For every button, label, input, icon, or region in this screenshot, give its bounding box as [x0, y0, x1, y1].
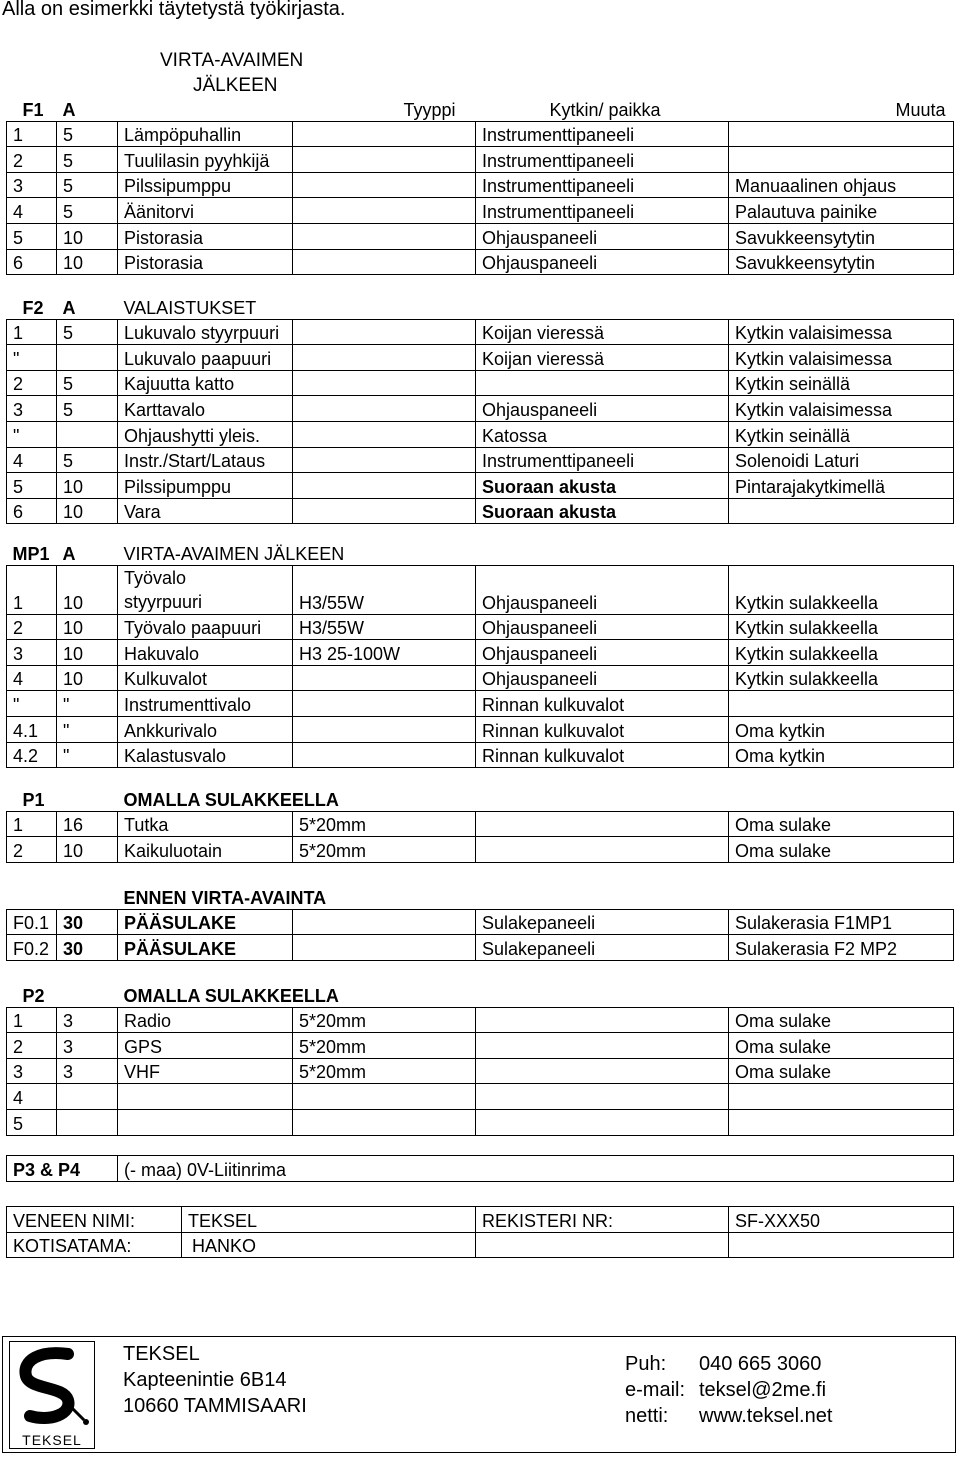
f2-cell: 10	[57, 498, 118, 524]
company-name: TEKSEL	[123, 1343, 200, 1365]
p1-table	[6, 786, 954, 863]
mp1-cell: Oma kytkin	[729, 716, 954, 742]
f2-cell	[293, 421, 476, 447]
f0-cell: Sulakepaneeli	[476, 935, 729, 961]
company-street: Kapteenintie 6B14	[123, 1369, 287, 1391]
f1-cell: 5	[57, 147, 118, 173]
p2-cell: VHF	[118, 1058, 293, 1084]
email-link[interactable]: teksel@2me.fi	[699, 1379, 827, 1401]
f1-cell: Instrumenttipaneeli	[476, 147, 729, 173]
p2-cell	[476, 1058, 729, 1084]
f2-cell: "	[7, 345, 57, 371]
p2-cell	[729, 1109, 954, 1135]
p3-text: (- maa) 0V-Liitinrima	[118, 1156, 954, 1182]
mp1-cell: 2	[7, 614, 57, 640]
f1-header-blank	[118, 96, 293, 121]
f1-cell	[293, 223, 476, 249]
p2-body	[7, 1007, 954, 1135]
f2-cell: Instr./Start/Lataus	[118, 447, 293, 473]
f1-cell: Instrumenttipaneeli	[476, 121, 729, 147]
f1-cell: Ohjauspaneeli	[476, 249, 729, 275]
p2-cell: GPS	[118, 1033, 293, 1059]
p2-cell: 1	[7, 1007, 57, 1033]
f1-cell: 3	[7, 172, 57, 198]
p2-cell: 5	[7, 1109, 57, 1135]
f1-cell: 5	[57, 121, 118, 147]
f2-body	[7, 319, 954, 524]
f2-cell	[57, 345, 118, 371]
mp1-row	[7, 614, 954, 640]
f1-cell	[293, 198, 476, 224]
f1-cell: Savukkeensytytin	[729, 223, 954, 249]
p2-cell	[57, 1084, 118, 1110]
f1-cell	[293, 121, 476, 147]
p1-header-blank	[57, 786, 118, 811]
f2-cell: Pintarajakytkimellä	[729, 473, 954, 499]
p1-row	[7, 837, 954, 863]
web-label: netti:	[625, 1405, 669, 1427]
section-title-line1: VIRTA-AVAIMEN	[160, 50, 304, 71]
f0-cell: F0.1	[7, 909, 57, 935]
mp1-cell: "	[57, 691, 118, 717]
mp1-cell: H3/55W	[293, 565, 476, 614]
f0-header-row	[7, 884, 954, 909]
f0-cell: 30	[57, 909, 118, 935]
f1-row	[7, 249, 954, 275]
f1-cell: Pistorasia	[118, 249, 293, 275]
mp1-cell: 10	[57, 640, 118, 666]
f1-cell: Savukkeensytytin	[729, 249, 954, 275]
home-port-label: KOTISATAMA:	[7, 1232, 182, 1258]
mp1-cell: Ohjauspaneeli	[476, 640, 729, 666]
vessel-empty-cell-a	[476, 1232, 729, 1258]
mp1-cell: Instrumenttivalo	[118, 691, 293, 717]
mp1-cell: 4.2	[7, 742, 57, 768]
f1-cell	[729, 147, 954, 173]
f2-cell: Karttavalo	[118, 396, 293, 422]
mp1-row	[7, 565, 954, 614]
mp1-cell: 10	[57, 665, 118, 691]
mp1-body	[7, 565, 954, 768]
f1-cell: 1	[7, 121, 57, 147]
mp1-cell: Kytkin sulakkeella	[729, 614, 954, 640]
f1-cell: Palautuva painike	[729, 198, 954, 224]
f2-row	[7, 370, 954, 396]
f2-cell: Katossa	[476, 421, 729, 447]
f1-cell: Äänitorvi	[118, 198, 293, 224]
p2-cell	[476, 1109, 729, 1135]
mp1-cell	[729, 691, 954, 717]
mp1-cell: 4.1	[7, 716, 57, 742]
p2-cell: Radio	[118, 1007, 293, 1033]
f2-cell: Suoraan akusta	[476, 473, 729, 499]
p2-row	[7, 1033, 954, 1059]
mp1-cell: Kytkin sulakkeella	[729, 640, 954, 666]
f2-cell: 4	[7, 447, 57, 473]
f0-cell: 30	[57, 935, 118, 961]
f1-switch-header: Kytkin/ paikka	[549, 99, 661, 120]
mp1-section-title: VIRTA-AVAIMEN JÄLKEEN	[123, 543, 345, 564]
f2-cell: Kajuutta katto	[118, 370, 293, 396]
mp1-cell: Rinnan kulkuvalot	[476, 742, 729, 768]
f2-row	[7, 319, 954, 345]
f0-body	[7, 909, 954, 960]
logo-graphic-icon	[10, 1342, 94, 1430]
vessel-name-label: VENEEN NIMI:	[7, 1207, 182, 1233]
f2-row	[7, 396, 954, 422]
f2-cell	[293, 319, 476, 345]
f0-cell: Sulakerasia F1MP1	[729, 909, 954, 935]
f0-header-blank-a	[7, 884, 57, 909]
f2-cell	[293, 396, 476, 422]
web-link[interactable]: www.teksel.net	[699, 1405, 833, 1427]
p2-header-row	[7, 982, 954, 1007]
p2-cell	[476, 1033, 729, 1059]
f2-cell	[293, 370, 476, 396]
f2-cell: 5	[57, 447, 118, 473]
f1-type-header: Tyyppi	[403, 99, 456, 120]
f1-cell: 2	[7, 147, 57, 173]
p2-row	[7, 1007, 954, 1033]
section-title-line2: JÄLKEEN	[193, 75, 278, 96]
f2-table	[6, 294, 954, 524]
p1-cell	[476, 837, 729, 863]
f2-cell: Koijan vieressä	[476, 345, 729, 371]
f0-cell: F0.2	[7, 935, 57, 961]
f2-fuse-label: F2	[22, 297, 44, 318]
mp1-row	[7, 691, 954, 717]
company-address	[123, 1341, 307, 1419]
mp1-worklight-label-line2: styyrpuuri	[124, 591, 203, 612]
f1-cell: 6	[7, 249, 57, 275]
f2-cell	[293, 473, 476, 499]
mp1-cell: 10	[57, 565, 118, 614]
f2-cell: Ohjauspaneeli	[476, 396, 729, 422]
mp1-cell: Ankkurivalo	[118, 716, 293, 742]
f1-row	[7, 198, 954, 224]
vessel-reg-value: SF-XXX50	[729, 1207, 954, 1233]
f1-row	[7, 121, 954, 147]
f2-cell: 5	[7, 473, 57, 499]
p2-cell: 3	[57, 1058, 118, 1084]
f2-cell: 5	[57, 396, 118, 422]
p3-table	[6, 1155, 954, 1182]
p2-cell	[293, 1084, 476, 1110]
p2-cell: 2	[7, 1033, 57, 1059]
f2-cell: Ohjaushytti yleis.	[118, 421, 293, 447]
mp1-cell: 1	[7, 565, 57, 614]
company-contact	[625, 1351, 832, 1429]
f2-cell: Suoraan akusta	[476, 498, 729, 524]
f2-row	[7, 345, 954, 371]
p1-cell: Oma sulake	[729, 837, 954, 863]
mp1-cell: Työvalo paapuuri	[118, 614, 293, 640]
f1-cell: 4	[7, 198, 57, 224]
p1-fuse-label: P1	[22, 789, 45, 810]
f0-cell: Sulakepaneeli	[476, 909, 729, 935]
mp1-cell	[293, 665, 476, 691]
p2-cell: 5*20mm	[293, 1033, 476, 1059]
f2-cell: Lukuvalo styyrpuuri	[118, 319, 293, 345]
f1-cell: Ohjauspaneeli	[476, 223, 729, 249]
f2-cell: Kytkin valaisimessa	[729, 396, 954, 422]
p2-cell	[729, 1084, 954, 1110]
f2-cell: 10	[57, 473, 118, 499]
f1-body	[7, 121, 954, 275]
mp1-cell	[118, 565, 293, 614]
mp1-cell	[293, 742, 476, 768]
p1-body	[7, 811, 954, 862]
mp1-cell: Ohjauspaneeli	[476, 565, 729, 614]
p2-table	[6, 982, 954, 1136]
f2-cell	[293, 447, 476, 473]
f1-cell: Lämpöpuhallin	[118, 121, 293, 147]
mp1-cell: Oma kytkin	[729, 742, 954, 768]
f1-cell: Pistorasia	[118, 223, 293, 249]
f1-cell: Manuaalinen ohjaus	[729, 172, 954, 198]
p2-section-title: OMALLA SULAKKEELLA	[123, 985, 339, 1006]
f1-cell: 5	[7, 223, 57, 249]
p1-row	[7, 811, 954, 837]
f2-cell: Kytkin seinällä	[729, 370, 954, 396]
f1-row	[7, 223, 954, 249]
f1-row	[7, 172, 954, 198]
company-logo	[9, 1341, 95, 1449]
mp1-cell	[293, 691, 476, 717]
phone-value: 040 665 3060	[699, 1353, 822, 1375]
mp1-cell: 4	[7, 665, 57, 691]
intro-text: Alla on esimerkki täytetystä työkirjasta.	[2, 0, 346, 20]
mp1-cell: Kytkin sulakkeella	[729, 565, 954, 614]
mp1-header-row	[7, 540, 954, 565]
vessel-empty-cell-b	[729, 1232, 954, 1258]
f2-section-title: VALAISTUKSET	[123, 297, 257, 318]
mp1-cell: Ohjauspaneeli	[476, 665, 729, 691]
mp1-cell: 10	[57, 614, 118, 640]
p2-cell: Oma sulake	[729, 1007, 954, 1033]
f1-cell	[293, 172, 476, 198]
p2-cell	[118, 1109, 293, 1135]
footer-box	[2, 1336, 956, 1453]
mp1-cell	[293, 716, 476, 742]
f0-cell: Sulakerasia F2 MP2	[729, 935, 954, 961]
f1-cell: Instrumenttipaneeli	[476, 198, 729, 224]
f2-cell: Instrumenttipaneeli	[476, 447, 729, 473]
p2-row	[7, 1109, 954, 1135]
f2-cell: 5	[57, 319, 118, 345]
f0-cell	[293, 935, 476, 961]
home-port-value: HANKO	[182, 1232, 476, 1258]
mp1-cell: "	[7, 691, 57, 717]
f2-amp-label: A	[62, 297, 76, 318]
p2-cell: 3	[57, 1007, 118, 1033]
p2-cell: 3	[57, 1033, 118, 1059]
f2-cell: 2	[7, 370, 57, 396]
mp1-amp-label: A	[62, 543, 76, 564]
p2-cell: 3	[7, 1058, 57, 1084]
mp1-cell: Kytkin sulakkeella	[729, 665, 954, 691]
f1-header-row	[7, 96, 954, 121]
p2-cell	[57, 1109, 118, 1135]
p1-section-title: OMALLA SULAKKEELLA	[123, 789, 339, 810]
p2-cell: 5*20mm	[293, 1007, 476, 1033]
f2-cell	[729, 498, 954, 524]
f2-cell: 3	[7, 396, 57, 422]
f2-cell: 5	[57, 370, 118, 396]
p2-row	[7, 1084, 954, 1110]
p2-row	[7, 1058, 954, 1084]
mp1-cell: "	[57, 716, 118, 742]
f2-row	[7, 498, 954, 524]
p1-cell: 16	[57, 811, 118, 837]
logo-label: TEKSEL	[22, 1432, 82, 1448]
p1-cell: Tutka	[118, 811, 293, 837]
f1-cell: Instrumenttipaneeli	[476, 172, 729, 198]
mp1-cell: Kalastusvalo	[118, 742, 293, 768]
p1-cell: 2	[7, 837, 57, 863]
p2-cell	[476, 1084, 729, 1110]
f2-cell: Koijan vieressä	[476, 319, 729, 345]
f2-cell: Vara	[118, 498, 293, 524]
f1-amp-label: A	[62, 99, 76, 120]
company-city: 10660 TAMMISAARI	[123, 1395, 307, 1417]
mp1-cell: Ohjauspaneeli	[476, 614, 729, 640]
mp1-fuse-label: MP1	[12, 543, 50, 564]
p2-cell: 4	[7, 1084, 57, 1110]
f2-cell: "	[7, 421, 57, 447]
f2-cell	[476, 370, 729, 396]
f2-cell: Lukuvalo paapuuri	[118, 345, 293, 371]
f0-cell: PÄÄSULAKE	[118, 935, 293, 961]
mp1-cell: "	[57, 742, 118, 768]
f2-cell: Pilssipumppu	[118, 473, 293, 499]
mp1-row	[7, 665, 954, 691]
p3-label: P3 & P4	[7, 1156, 118, 1182]
f2-cell: Kytkin valaisimessa	[729, 319, 954, 345]
f2-row	[7, 421, 954, 447]
p2-fuse-label: P2	[22, 985, 45, 1006]
p1-cell: 1	[7, 811, 57, 837]
f2-row	[7, 473, 954, 499]
p2-cell: Oma sulake	[729, 1058, 954, 1084]
phone-label: Puh:	[625, 1353, 667, 1375]
f1-cell: 10	[57, 223, 118, 249]
f0-section-title: ENNEN VIRTA-AVAINTA	[123, 887, 327, 908]
p2-cell	[118, 1084, 293, 1110]
f1-cell	[729, 121, 954, 147]
f2-cell: 6	[7, 498, 57, 524]
f1-cell: 5	[57, 198, 118, 224]
mp1-cell: Rinnan kulkuvalot	[476, 691, 729, 717]
f1-cell	[293, 147, 476, 173]
f1-notes-header: Muuta	[895, 99, 946, 120]
p2-cell	[293, 1109, 476, 1135]
f1-cell: Pilssipumppu	[118, 172, 293, 198]
f1-cell	[293, 249, 476, 275]
f2-cell	[293, 345, 476, 371]
f1-fuse-label: F1	[22, 99, 44, 120]
f2-cell	[57, 421, 118, 447]
mp1-table	[6, 540, 954, 768]
p1-cell: Kaikuluotain	[118, 837, 293, 863]
f1-table	[6, 96, 954, 275]
f2-cell: Kytkin valaisimessa	[729, 345, 954, 371]
f0-row	[7, 909, 954, 935]
f0-cell: PÄÄSULAKE	[118, 909, 293, 935]
f0-table	[6, 884, 954, 961]
mp1-cell: Hakuvalo	[118, 640, 293, 666]
f2-cell: Kytkin seinällä	[729, 421, 954, 447]
f2-cell: Solenoidi Laturi	[729, 447, 954, 473]
p2-header-blank	[57, 982, 118, 1007]
mp1-cell: H3/55W	[293, 614, 476, 640]
mp1-row	[7, 640, 954, 666]
mp1-cell: 3	[7, 640, 57, 666]
f1-cell: 5	[57, 172, 118, 198]
f1-cell: 10	[57, 249, 118, 275]
mp1-row	[7, 742, 954, 768]
mp1-cell: Rinnan kulkuvalot	[476, 716, 729, 742]
p1-cell: 10	[57, 837, 118, 863]
f0-cell	[293, 909, 476, 935]
p1-cell: 5*20mm	[293, 811, 476, 837]
f2-row	[7, 447, 954, 473]
f1-cell: Tuulilasin pyyhkijä	[118, 147, 293, 173]
mp1-cell: Kulkuvalot	[118, 665, 293, 691]
p1-cell: Oma sulake	[729, 811, 954, 837]
p2-cell	[476, 1007, 729, 1033]
f2-cell	[293, 498, 476, 524]
p2-cell: Oma sulake	[729, 1033, 954, 1059]
mp1-cell: H3 25-100W	[293, 640, 476, 666]
email-label: e-mail:	[625, 1379, 686, 1401]
mp1-worklight-label-line1: Työvalo	[124, 567, 187, 588]
vessel-table	[6, 1206, 954, 1258]
vessel-name-value: TEKSEL	[182, 1207, 476, 1233]
vessel-reg-label: REKISTERI NR:	[476, 1207, 729, 1233]
f0-row	[7, 935, 954, 961]
p1-header-row	[7, 786, 954, 811]
p2-cell: 5*20mm	[293, 1058, 476, 1084]
f2-cell: 1	[7, 319, 57, 345]
f1-row	[7, 147, 954, 173]
mp1-row	[7, 716, 954, 742]
p1-cell	[476, 811, 729, 837]
f2-header-row	[7, 294, 954, 319]
p1-cell: 5*20mm	[293, 837, 476, 863]
f0-header-blank-b	[57, 884, 118, 909]
